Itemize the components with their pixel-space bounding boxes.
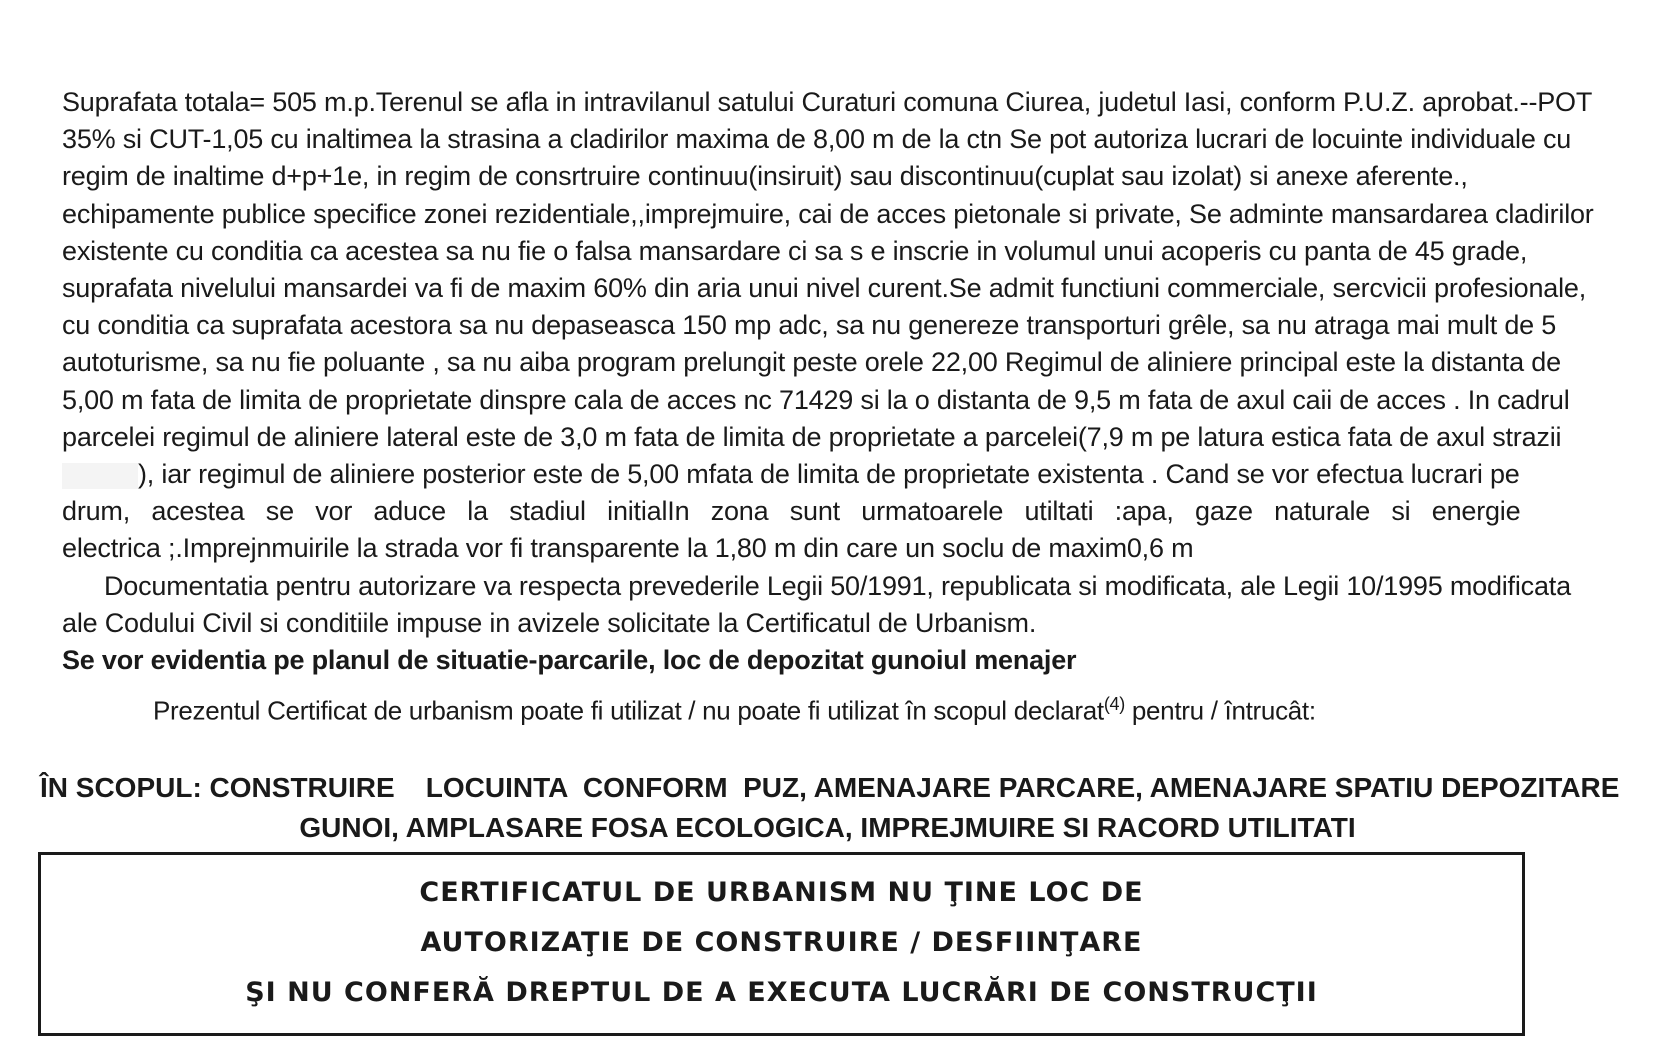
notice-line: AUTORIZAŢIE DE CONSTRUIRE / DESFIINŢARE: [420, 927, 1143, 958]
text-line: 5,00 m fata de limita de proprietate dinspre cala de acces nc 71429 si la o distanta de 9,5 m fata de axul caii de acces . In cadrul: [62, 384, 1570, 415]
text-line: Suprafata totala= 505 m.p.Terenul se afla in intravilanul satului Curaturi comuna Ciurea, judetul Iasi, conform P.U.Z. aprobat.--POT: [62, 87, 1593, 117]
conditions-text: [62, 84, 1617, 679]
usage-text: Prezentul Certificat de urbanism poate fi utilizat / nu poate fi utilizat în scopul declarat: [153, 695, 1104, 726]
purpose-line: ÎN SCOPUL: CONSTRUIRE LOCUINTA CONFORM PUZ, AMENAJARE PARCARE, AMENAJARE SPATIU DEPOZITARE: [40, 772, 1620, 803]
text-line: existente cu conditia ca acestea sa nu fie o falsa mansardare ci sa s e inscrie in volumul unui acoperis cu panta de 45 grade,: [62, 235, 1528, 266]
text-line: cu conditia ca suprafata acestora sa nu depaseasca 150 mp adc, sa nu genereze transporturi grêle, sa nu atraga mai mult de 5: [62, 310, 1557, 341]
footnote-marker: (4): [1103, 694, 1125, 714]
notice-line: CERTIFICATUL DE URBANISM NU ŢINE LOC DE: [419, 877, 1144, 908]
text-line: 35% si CUT-1,05 cu inaltimea la strasina a cladirilor maxima de 8,00 m de la ctn Se pot autoriza lucrari de locuinte individuale cu: [62, 124, 1572, 155]
usage-statement: [153, 694, 1316, 727]
purpose-line: GUNOI, AMPLASARE FOSA ECOLOGICA, IMPREJMUIRE SI RACORD UTILITATI: [299, 812, 1356, 843]
text-line: electrica ;.Imprejnmuirile la strada vor fi transparente la 1,80 m din care un soclu de maxim0,6 m: [62, 533, 1194, 564]
text-line: Documentatia pentru autorizare va respecta prevederile Legii 50/1991, republicata si modificata, ale Legii 10/1995 modificata: [104, 570, 1571, 601]
text-line-redacted: [62, 456, 1617, 493]
text-line: autoturisme, sa nu fie poluante , sa nu aiba program prelungit peste orele 22,00 Regimul de aliniere principal este la distanta de: [62, 347, 1561, 378]
text-line-rest: ), iar regimul de aliniere posterior este de 5,00 mfata de limita de proprietate existenta . Cand se vor efectua lucrari pe: [138, 459, 1520, 490]
text-line: drum, acestea se vor aduce la stadiul initialIn zona sunt urmatoarele utiltati :apa, gaze naturale si energie: [62, 496, 1521, 527]
text-line: parcelei regimul de aliniere lateral este de 3,0 m fata de limita de proprietate a parcelei(7,9 m pe latura estica fata de axul strazii: [62, 421, 1562, 452]
text-line: ale Codului Civil si conditiile impuse in avizele solicitate la Certificatul de Urbanism.: [62, 607, 1037, 638]
purpose-heading: [40, 768, 1620, 848]
bold-note: Se vor evidentia pe planul de situatie-parcarile, loc de depozitat gunoiul menajer: [62, 645, 1077, 676]
notice-box: [38, 852, 1525, 1036]
text-line: echipamente publice specifice zonei rezidentiale,,imprejmuire, cai de acces pietonale si private, Se adminte mansardarea cladirilor: [62, 198, 1594, 229]
text-line: regim de inaltime d+p+1e, in regim de consrtruire continuu(insiruit) sau discontinuu(cuplat sau izolat) si anexe aferente.,: [62, 161, 1468, 192]
notice-line: ŞI NU CONFERĂ DREPTUL DE A EXECUTA LUCRĂRI DE CONSTRUCŢII: [245, 977, 1318, 1008]
redaction-block: [62, 463, 138, 489]
text-line: suprafata nivelului mansardei va fi de maxim 60% din aria unui nivel curent.Se admit functiuni commerciale, sercvicii profesionale,: [62, 273, 1587, 304]
usage-text-end: pentru / întrucât:: [1124, 695, 1316, 726]
